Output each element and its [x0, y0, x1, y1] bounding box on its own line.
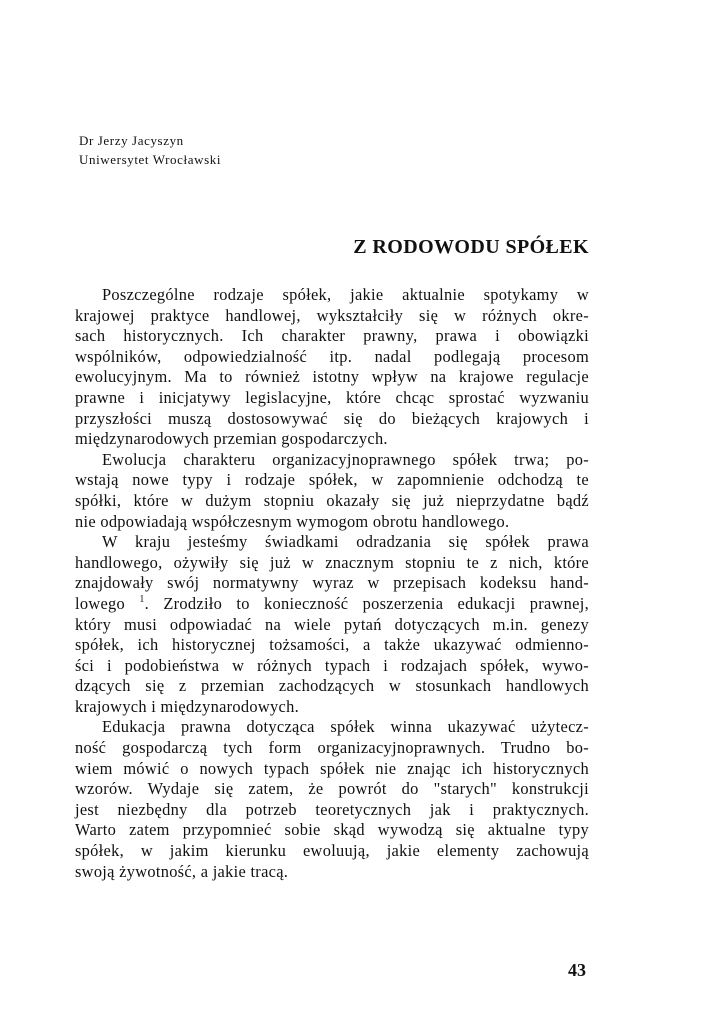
text-line: jest niezbędny dla potrzeb teoretycznych jak i praktycznych. [75, 799, 589, 819]
text-line: ewolucyjnym. Ma to również istotny wpływ na krajowe regulacje [75, 367, 589, 387]
text-line: międzynarodowych przemian gospodarczych. [75, 429, 388, 449]
paragraph-3 [75, 532, 589, 717]
text-line: W kraju jesteśmy świadkami odradzania się spółek prawa [102, 532, 589, 552]
text-line: handlowego, ożywiły się już w znacznym stopniu te z nich, które [75, 552, 589, 572]
text-line: spółek, ich historycznej tożsamości, a także ukazywać odmienno- [75, 635, 589, 655]
text-line: Warto zatem przypomnieć sobie skąd wywodzą się aktualne typy [75, 820, 589, 840]
text-line: wiem mówić o nowych typach spółek nie znając ich historycznych [75, 758, 589, 778]
text-line: ści i podobieństwa w różnych typach i rodzajach spółek, wywo- [75, 655, 589, 675]
text-line: Ewolucja charakteru organizacyjnoprawnego spółek trwa; po- [102, 449, 589, 469]
article-title: Z RODOWODU SPÓŁEK [353, 236, 589, 258]
paragraph-2 [75, 450, 589, 532]
article-body [75, 285, 589, 882]
text-line: krajowej praktyce handlowej, wykształciły się w różnych okre- [75, 305, 589, 325]
text-fragment: . Zrodziło to konieczność poszerzenia edukacji prawnej, [144, 593, 590, 613]
paragraph-1 [75, 285, 589, 450]
text-line: nie odpowiadają współczesnym wymogom obrotu handlowego. [75, 511, 510, 531]
text-line: spółki, które w dużym stopniu okazały się już nieprzydatne bądź [75, 490, 589, 510]
text-line: Edukacja prawna dotycząca spółek winna ukazywać użytecz- [102, 717, 589, 737]
text-line: ność gospodarczą tych form organizacyjnoprawnych. Trudno bo- [75, 738, 589, 758]
text-line: wstają nowe typy i rodzaje spółek, w zapomnienie odchodzą te [75, 470, 589, 490]
text-line: sach historycznych. Ich charakter prawny, prawa i obowiązki [75, 326, 589, 346]
author-block [79, 131, 221, 169]
footnote-reference[interactable]: 1 [139, 593, 145, 605]
text-fragment: lowego [75, 593, 126, 613]
text-line-with-footnote [75, 594, 589, 615]
author-name: Dr Jerzy Jacyszyn [79, 133, 184, 148]
page-number: 43 [568, 960, 586, 980]
author-affiliation: Uniwersytet Wrocławski [79, 152, 222, 167]
text-line: znajdowały swój normatywny wyraz w przepisach kodeksu hand- [75, 573, 589, 593]
text-line: który musi odpowiadać na wiele pytań dotyczących m.in. genezy [75, 614, 589, 634]
text-line: prawne i inicjatywy legislacyjne, które chcąc sprostać wyzwaniu [75, 387, 589, 407]
text-line: dzących się z przemian zachodzących w stosunkach handlowych [75, 676, 589, 696]
text-line: wzorów. Wydaje się zatem, że powrót do "starych" konstrukcji [75, 779, 589, 799]
paragraph-4 [75, 717, 589, 882]
text-line: Poszczególne rodzaje spółek, jakie aktualnie spotykamy w [102, 285, 589, 304]
text-line: krajowych i międzynarodowych. [75, 696, 299, 716]
text-line: wspólników, odpowiedzialność itp. nadal podlegają procesom [75, 346, 589, 366]
text-line: swoją żywotność, a jakie tracą. [75, 861, 289, 881]
text-line: przyszłości muszą dostosowywać się do bieżących krajowych i [75, 408, 589, 428]
text-line: spółek, w jakim kierunku ewoluują, jakie elementy zachowują [75, 841, 589, 861]
